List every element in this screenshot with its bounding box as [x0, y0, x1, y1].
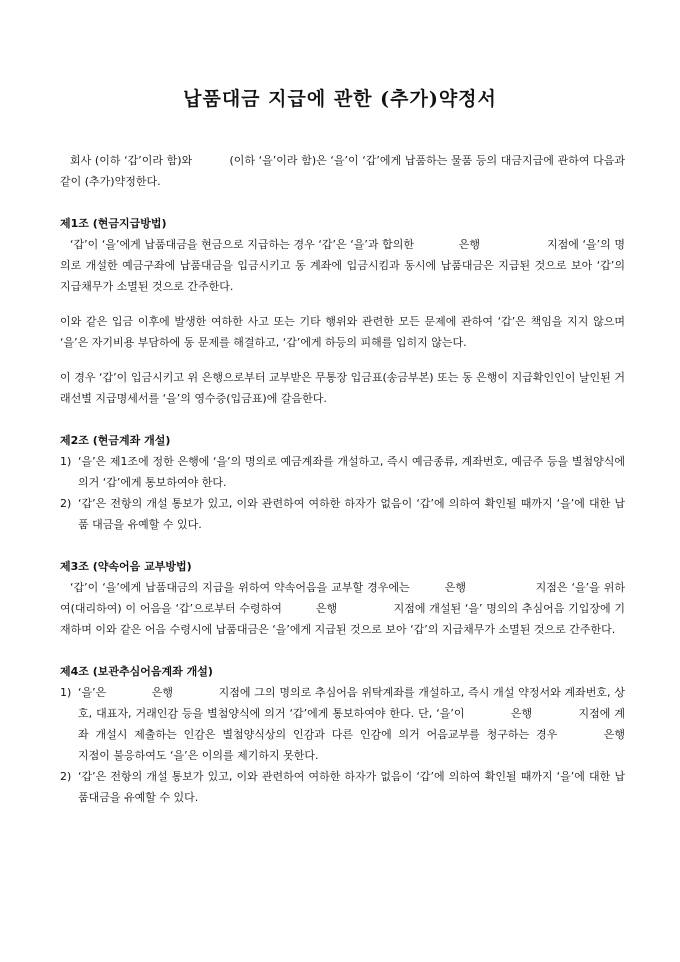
article-heading: 제1조 (현금지급방법)	[60, 217, 167, 230]
item-text: ‘을’은 은행 지점에 그의 명의로 추심어음 위탁계좌를 개설하고, 즉시 개설 약정서와 계좌번호, 상호, 대표자, 거래인감 등을 별첨양식에 의거 ‘갑’에게 통보하여야 한다. 단, ‘을’이 은행 지점에 계좌 개설시 제출하는 인감은 별첨양식상의 인감과 다른 인감에 의거 어음교부를 청구하는 경우 은행 지점이 불응하여도 ‘을’은 이의를 제기하지 못한다.	[78, 686, 669, 762]
article-paragraph: ‘갑’이 ‘을’에게 납품대금의 지급을 위하여 약속어음을 교부할 경우에는 은행 지점은 ‘을’을 위하여(대리하여) 이 어음을 ‘갑’으로부터 수령하여 은행 지점에 개설된 ‘을’ 명의의 추심어음 기입장에 기재하며 이와 같은 어음 수령시에 납품대금은 ‘을’에게 지급된 것으로 보아 ‘갑’의 지급채무가 소멸된 것으로 간주한다.	[60, 581, 625, 636]
item-text: ‘갑’은 전항의 개설 통보가 있고, 이와 관련하여 여하한 하자가 없음이 ‘갑’에 의하여 확인될 때까지 ‘을’에 대한 납품 대금을 유예할 수 있다.	[78, 497, 625, 531]
article-heading: 제2조 (현금계좌 개설)	[60, 434, 171, 447]
item-text: ‘을’은 제1조에 정한 은행에 ‘을’의 명의로 예금계좌를 개설하고, 즉시 예금종류, 계좌번호, 예금주 등을 별첨양식에 의거 ‘갑’에게 통보하여야 한다.	[78, 455, 625, 489]
list-item	[60, 493, 625, 535]
list-item	[60, 766, 625, 808]
item-number: 1)	[60, 455, 72, 468]
article-item-list	[60, 682, 669, 808]
item-text: ‘갑’은 전항의 개설 통보가 있고, 이와 관련하여 여하한 하자가 없음이 ‘갑’에 의하여 확인될 때까지 ‘을’에 대한 납품대금을 유예할 수 있다.	[78, 770, 625, 804]
document-title: 납품대금 지급에 관한 (추가)약정서	[183, 88, 497, 110]
article-paragraph: 이 경우 ‘갑’이 입금시키고 위 은행으로부터 교부받은 무통장 입금표(송금부본) 또는 동 은행이 지급확인인이 날인된 거래선별 지급명세서를 ‘을’의 영수증(입금표)에 갈음한다.	[60, 371, 625, 405]
article-heading: 제4조 (보관추심어음계좌 개설)	[60, 665, 213, 678]
article-paragraph: 이와 같은 입금 이후에 발생한 여하한 사고 또는 기타 행위와 관련한 모든 문제에 관하여 ‘갑’은 책임을 지지 않으며 ‘을’은 자기비용 부담하에 동 문제를 해결하고, ‘갑’에게 하등의 피해를 입히지 않는다.	[60, 315, 625, 349]
item-number: 1)	[60, 686, 72, 699]
intro-paragraph: 회사 (이하 ‘갑’이라 함)와 (이하 ‘을’이라 함)은 ‘을’이 ‘갑’에게 납품하는 물품 등의 대금지급에 관하여 다음과 같이 (추가)약정한다.	[60, 154, 625, 188]
article-item-list	[60, 451, 625, 535]
item-number: 2)	[60, 770, 72, 783]
list-item	[60, 451, 625, 493]
item-number: 2)	[60, 497, 72, 510]
article-paragraph: ‘갑’이 ‘을’에게 납품대금을 현금으로 지급하는 경우 ‘갑’은 ‘을’과 합의한 은행 지점에 ‘을’의 명의로 개설한 예금구좌에 납품대금을 입금시키고 동 계좌에 입금시킴과 동시에 납품대금은 지급된 것으로 보아 ‘갑’의 지급채무가 소멸된 것으로 간주한다.	[60, 238, 625, 293]
article-3	[60, 556, 625, 640]
article-1	[60, 213, 625, 409]
document-body	[60, 150, 669, 808]
list-item	[60, 682, 669, 766]
article-4	[60, 661, 669, 808]
article-heading: 제3조 (약속어음 교부방법)	[60, 560, 192, 573]
article-2	[60, 430, 625, 535]
